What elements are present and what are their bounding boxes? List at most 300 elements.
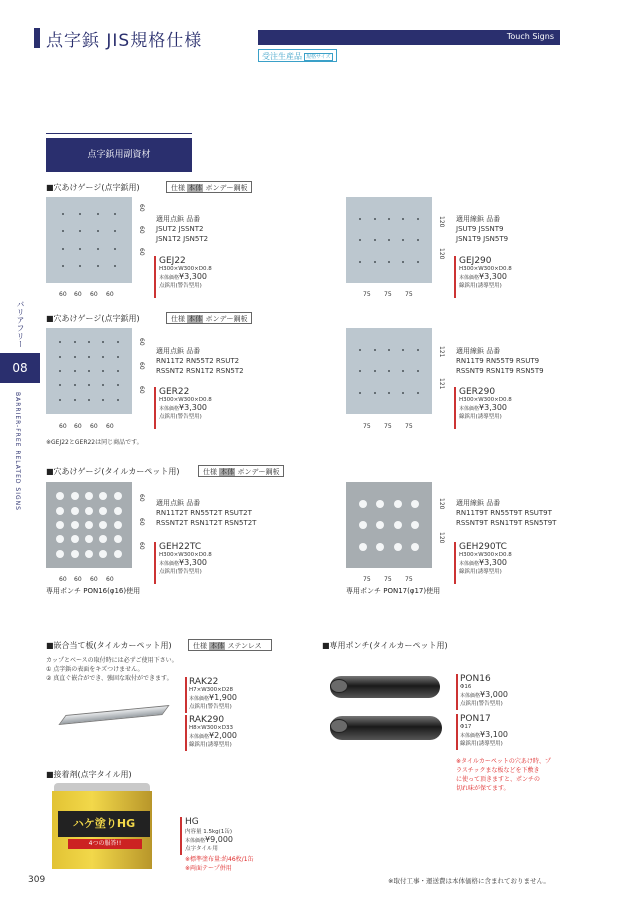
punch-heading: ■専用ポンチ(タイルカーペット用): [322, 641, 448, 650]
product-info: [459, 256, 512, 289]
product-price: [460, 730, 508, 739]
price-label: 本体価格: [459, 275, 480, 281]
apply-block: [156, 498, 256, 528]
gauge-dot: [388, 218, 390, 220]
gauge-dot: [97, 213, 99, 215]
product-price: [189, 731, 237, 740]
gauge-hole: [56, 521, 64, 529]
product-price: [459, 558, 512, 567]
spec-prefix: 仕様: [171, 184, 185, 192]
price-value: ¥2,000: [209, 731, 238, 740]
dim-v: 121: [438, 346, 445, 358]
spec-material: ボンデー鋼板: [205, 315, 248, 323]
gauge-hole: [411, 521, 419, 529]
product-price: [185, 835, 233, 844]
punch-tip: [330, 719, 348, 733]
product-size: H300×W300×D0.8: [459, 266, 512, 272]
punch-warning-line: 切れ味が保てます。: [456, 785, 510, 792]
product-info: [459, 387, 512, 420]
row3-spec-box: [198, 465, 284, 477]
gauge-hole: [56, 550, 64, 558]
dim-h: 75: [363, 291, 371, 298]
gauge-hole: [394, 543, 402, 551]
gauge-dot: [102, 384, 104, 386]
product-size: H300×W300×D0.8: [459, 397, 512, 403]
gauge-dot: [402, 392, 404, 394]
gauge-panel-gej22: [46, 197, 132, 283]
hasami-spec-box: [188, 639, 272, 651]
gauge-hole: [99, 535, 107, 543]
dim-h: 75: [363, 576, 371, 583]
gauge-panel-ger290: [346, 328, 432, 414]
apply-line: JSN1T9 JSN5T9: [456, 235, 509, 243]
dim-v: 60: [138, 386, 145, 394]
product-info: [185, 817, 233, 852]
product-code: GER22: [159, 387, 190, 397]
gauge-dot: [402, 370, 404, 372]
gauge-dot: [114, 213, 116, 215]
product-info: [159, 387, 212, 420]
side-tab-english: BARRIER-FREE RELATED SIGNS: [14, 392, 21, 511]
product-bar: [185, 715, 187, 751]
gauge-hole: [71, 492, 79, 500]
gauge-hole: [71, 521, 79, 529]
spec-prefix: 仕様: [203, 468, 217, 476]
apply-line: JSUT9 JSSNT9: [456, 225, 504, 233]
gauge-dot: [102, 356, 104, 358]
hasami-heading: ■嵌合当て板(タイルカーペット用): [46, 641, 172, 650]
row2-spec-box: [166, 312, 252, 324]
row3-heading: ■穴あけゲージ(タイルカーペット用): [46, 467, 180, 476]
product-code: GEJ290: [459, 256, 492, 266]
spec-material: ボンデー鋼板: [237, 468, 280, 476]
apply-block: [456, 346, 544, 376]
footer-note: ※取付工事・運送費は本体価格に含まれておりません。: [388, 877, 550, 885]
product-code: PON16: [460, 674, 491, 684]
gauge-dot: [388, 392, 390, 394]
adhesive-notes: [185, 855, 254, 873]
dim-v: 60: [138, 204, 145, 212]
apply-block: [156, 214, 208, 244]
price-label: 本体価格: [189, 696, 210, 702]
product-sub: 点鋲用(警告型用): [159, 414, 202, 420]
gauge-dot: [117, 356, 119, 358]
apply-title: 適用点鋲 品番: [156, 215, 201, 223]
gauge-hole: [99, 492, 107, 500]
can-label: ハケ塗りHG: [58, 811, 150, 837]
dim-v: 60: [138, 248, 145, 256]
product-price: [459, 403, 512, 412]
apply-block: [456, 498, 556, 528]
product-info: [460, 714, 508, 747]
dim-h: 60: [59, 576, 67, 583]
product-info: [460, 674, 508, 707]
gauge-hole: [56, 492, 64, 500]
page-title: 点字鋲 JIS規格仕様: [46, 31, 203, 51]
gauge-dot: [359, 261, 361, 263]
gauge-hole: [56, 507, 64, 515]
can-sublabel: 4つの服答!!: [68, 839, 142, 849]
product-bar: [154, 256, 156, 298]
product-size: Φ16: [460, 684, 472, 690]
product-price: [159, 558, 212, 567]
product-code: HG: [185, 817, 199, 827]
product-sub: 点鋲用(警告型用): [460, 701, 503, 707]
gauge-hole: [99, 507, 107, 515]
adhesive-note: ※両面テープ併用: [185, 865, 232, 872]
gauge-dot: [74, 384, 76, 386]
dim-v: 120: [438, 498, 445, 510]
row1-heading: ■穴あけゲージ(点字鋲用): [46, 183, 140, 192]
gauge-dot: [359, 349, 361, 351]
dim-v: 60: [138, 542, 145, 550]
gauge-hole: [359, 521, 367, 529]
price-label: 本体価格: [460, 693, 481, 699]
category-bar: Touch Signs: [258, 30, 560, 45]
spec-highlight: 本体: [210, 642, 225, 650]
adhesive-can-image: [48, 783, 158, 871]
punch-pon17-image: [330, 716, 442, 740]
price-value: ¥3,300: [479, 272, 508, 281]
gauge-dot: [117, 384, 119, 386]
gauge-dot: [102, 341, 104, 343]
spec-prefix: 仕様: [193, 642, 207, 650]
gauge-dot: [59, 399, 61, 401]
price-label: 本体価格: [159, 561, 180, 567]
dim-h: 60: [90, 423, 98, 430]
product-size: Φ17: [460, 724, 472, 730]
price-label: 本体価格: [189, 734, 210, 740]
product-sub: 線鋲用(誘導型用): [459, 283, 502, 289]
punch-tip: [330, 679, 348, 693]
price-label: 本体価格: [159, 406, 180, 412]
product-bar: [456, 714, 458, 750]
product-sub: 点鋲用(警告型用): [189, 704, 232, 710]
gauge-dot: [62, 230, 64, 232]
apply-line: RSSNT2 RSN1T2 RSN5T2: [156, 367, 244, 375]
gauge-dot: [374, 349, 376, 351]
gauge-hole: [411, 500, 419, 508]
gauge-dot: [359, 392, 361, 394]
product-code: GEH22TC: [159, 542, 202, 552]
can-body: [52, 791, 152, 869]
spec-highlight: 本体: [188, 315, 203, 323]
row2-note: ※GEJ22とGER22は同じ商品です。: [46, 439, 143, 446]
product-bar: [154, 387, 156, 429]
product-bar: [180, 817, 182, 855]
price-value: ¥3,000: [480, 690, 509, 699]
dim-h: 60: [90, 576, 98, 583]
gauge-dot: [359, 218, 361, 220]
product-size: H300×W300×D0.8: [159, 397, 212, 403]
product-code: GEH290TC: [459, 542, 507, 552]
dim-v: 60: [138, 518, 145, 526]
dim-h: 60: [74, 423, 82, 430]
gauge-dot: [114, 230, 116, 232]
gauge-panel-geh22tc: [46, 482, 132, 568]
punch-warning-line: ※タイルカーペットの穴あけ時、プ: [456, 758, 551, 765]
gauge-dot: [97, 265, 99, 267]
gauge-dot: [117, 399, 119, 401]
apply-title: 適用点鋲 品番: [156, 499, 201, 507]
product-price: [460, 690, 508, 699]
product-info: [159, 542, 212, 575]
price-value: ¥9,000: [205, 835, 234, 844]
price-label: 本体価格: [459, 406, 480, 412]
dim-h: 75: [384, 423, 392, 430]
apply-line: JSUT2 JSSNT2: [156, 225, 204, 233]
gauge-dot: [74, 341, 76, 343]
gauge-dot: [62, 213, 64, 215]
gauge-dot: [88, 370, 90, 372]
dim-v: 60: [138, 226, 145, 234]
dim-h: 60: [74, 291, 82, 298]
gauge-dot: [79, 248, 81, 250]
dim-h: 60: [106, 423, 114, 430]
product-price: [159, 272, 212, 281]
gauge-dot: [388, 349, 390, 351]
gauge-dot: [88, 399, 90, 401]
dim-h: 60: [74, 576, 82, 583]
price-label: 本体価格: [459, 561, 480, 567]
gauge-dot: [88, 341, 90, 343]
side-tab-category: バリアフリー: [16, 300, 25, 348]
product-sub: 線鋲用(誘導型用): [459, 414, 502, 420]
dim-v: 60: [138, 338, 145, 346]
price-label: 本体価格: [460, 733, 481, 739]
title-accent-bar: [34, 28, 40, 48]
product-bar: [154, 542, 156, 584]
dim-h: 75: [405, 576, 413, 583]
gauge-dot: [417, 392, 419, 394]
dim-v: 121: [438, 378, 445, 390]
dim-v: 120: [438, 216, 445, 228]
gauge-dot: [374, 239, 376, 241]
dim-h: 60: [59, 291, 67, 298]
gauge-dot: [388, 261, 390, 263]
product-info: [459, 542, 512, 575]
gauge-dot: [417, 261, 419, 263]
side-tab-number: 08: [0, 353, 40, 383]
product-sub: 点字タイル用: [185, 846, 218, 852]
dim-h: 75: [363, 423, 371, 430]
gauge-dot: [417, 239, 419, 241]
dim-h: 60: [106, 576, 114, 583]
price-value: ¥1,900: [209, 693, 238, 702]
product-size: H8×W300×D33: [189, 725, 234, 731]
product-sub: 線鋲用(誘導型用): [460, 741, 503, 747]
punch-usage: 専用ポンチ PON16(φ16)使用: [46, 587, 141, 595]
row2-heading: ■穴あけゲージ(点字鋲用): [46, 314, 140, 323]
apply-line: JSN1T2 JSN5T2: [156, 235, 209, 243]
gauge-hole: [99, 550, 107, 558]
gauge-dot: [374, 392, 376, 394]
adhesive-heading: ■接着剤(点字タイル用): [46, 770, 132, 779]
spec-material: ボンデー鋼板: [205, 184, 248, 192]
product-size: H300×W300×D0.8: [159, 552, 212, 558]
row1-spec-box: [166, 181, 252, 193]
gauge-dot: [388, 239, 390, 241]
gauge-dot: [359, 239, 361, 241]
dim-h: 60: [106, 291, 114, 298]
gauge-dot: [359, 370, 361, 372]
dim-v: 60: [138, 362, 145, 370]
made-to-order-label: 受注生産品: [262, 52, 302, 61]
hasami-note: ① 点字鋲の表面をキズつけません。: [46, 666, 144, 673]
spec-material: ステンレス: [227, 642, 262, 650]
price-value: ¥3,300: [179, 403, 208, 412]
price-value: ¥3,300: [179, 272, 208, 281]
gauge-panel-gej290: [346, 197, 432, 283]
punch-warning-line: に使って頂きますと、ポンチの: [456, 776, 541, 783]
gauge-dot: [97, 248, 99, 250]
price-value: ¥3,100: [480, 730, 509, 739]
product-bar: [456, 674, 458, 710]
apply-line: RN11T9T RN55T9T RSUT9T: [456, 509, 552, 517]
product-size: H300×W300×D0.8: [459, 552, 512, 558]
gauge-hole: [114, 550, 122, 558]
apply-line: RN11T9 RN55T9 RSUT9: [456, 357, 540, 365]
gauge-dot: [88, 384, 90, 386]
gauge-dot: [79, 230, 81, 232]
apply-title: 適用線鋲 品番: [456, 215, 501, 223]
gauge-dot: [97, 230, 99, 232]
gauge-hole: [85, 550, 93, 558]
gauge-hole: [71, 535, 79, 543]
product-sub: 線鋲用(誘導型用): [189, 742, 232, 748]
apply-block: [456, 214, 508, 244]
hasami-note: カップとベースの取付時には必ずご使用下さい。: [46, 657, 178, 664]
dim-h: 75: [384, 576, 392, 583]
apply-line: RN11T2T RN55T2T RSUT2T: [156, 509, 252, 517]
apply-title: 適用線鋲 品番: [456, 499, 501, 507]
gauge-dot: [59, 356, 61, 358]
product-sub: 点鋲用(警告型用): [159, 569, 202, 575]
standard-size-badge: 規格サイズ: [306, 54, 331, 60]
gauge-dot: [114, 265, 116, 267]
dim-h: 75: [405, 291, 413, 298]
punch-warning: [456, 757, 551, 793]
gauge-dot: [402, 239, 404, 241]
gauge-hole: [376, 521, 384, 529]
gauge-hole: [56, 535, 64, 543]
gauge-dot: [74, 370, 76, 372]
made-to-order-badge: [258, 49, 337, 62]
gauge-dot: [402, 349, 404, 351]
product-size: 内容量 1.5kg(1缶): [185, 829, 232, 835]
dim-v: 60: [138, 494, 145, 502]
product-info: [189, 715, 237, 748]
adhesive-note: ※標準塗布量:約46枚/1缶: [185, 856, 254, 863]
product-price: [459, 272, 512, 281]
punch-warning-line: ラスチックまな板などを下敷き: [456, 767, 540, 774]
gauge-hole: [114, 535, 122, 543]
product-code: PON17: [460, 714, 491, 724]
apply-line: RSSNT9T RSN1T9T RSN5T9T: [456, 519, 557, 527]
price-value: ¥3,300: [179, 558, 208, 567]
gauge-dot: [102, 399, 104, 401]
spec-prefix: 仕様: [171, 315, 185, 323]
apply-title: 適用線鋲 品番: [456, 347, 501, 355]
dim-h: 75: [405, 423, 413, 430]
gauge-dot: [59, 384, 61, 386]
product-info: [159, 256, 212, 289]
apply-block: [156, 346, 244, 376]
gauge-dot: [74, 356, 76, 358]
spec-highlight: 本体: [188, 184, 203, 192]
gauge-dot: [402, 218, 404, 220]
product-code: GER290: [459, 387, 496, 397]
gauge-hole: [114, 507, 122, 515]
gauge-hole: [359, 543, 367, 551]
product-info: [189, 677, 237, 710]
gauge-hole: [359, 500, 367, 508]
gauge-dot: [402, 261, 404, 263]
gauge-dot: [79, 265, 81, 267]
gauge-hole: [85, 492, 93, 500]
apply-line: RSSNT9 RSN1T9 RSN5T9: [456, 367, 544, 375]
product-size: H7×W300×D28: [189, 687, 234, 693]
gauge-panel-ger22: [46, 328, 132, 414]
gauge-dot: [79, 213, 81, 215]
gauge-hole: [85, 507, 93, 515]
banner-rule: [46, 133, 192, 134]
price-label: 本体価格: [159, 275, 180, 281]
gauge-hole: [411, 543, 419, 551]
gauge-hole: [394, 500, 402, 508]
dim-v: 120: [438, 532, 445, 544]
product-price: [189, 693, 237, 702]
gauge-dot: [417, 349, 419, 351]
apply-title: 適用点鋲 品番: [156, 347, 201, 355]
gauge-hole: [394, 521, 402, 529]
price-value: ¥3,300: [479, 403, 508, 412]
dim-v: 120: [438, 248, 445, 260]
gauge-dot: [417, 370, 419, 372]
gauge-dot: [62, 248, 64, 250]
gauge-dot: [114, 248, 116, 250]
gauge-dot: [117, 341, 119, 343]
gauge-dot: [59, 370, 61, 372]
gauge-panel-geh290tc: [346, 482, 432, 568]
gauge-hole: [114, 521, 122, 529]
gauge-dot: [374, 218, 376, 220]
gauge-hole: [376, 500, 384, 508]
gauge-dot: [59, 341, 61, 343]
dim-h: 75: [384, 291, 392, 298]
gauge-dot: [102, 370, 104, 372]
gauge-hole: [85, 521, 93, 529]
dim-h: 60: [90, 291, 98, 298]
product-bar: [454, 387, 456, 429]
gauge-hole: [376, 543, 384, 551]
product-bar: [454, 256, 456, 298]
product-code: RAK290: [189, 715, 225, 725]
price-label: 本体価格: [185, 838, 206, 844]
product-size: H300×W300×D0.8: [159, 266, 212, 272]
gauge-hole: [99, 521, 107, 529]
gauge-dot: [117, 370, 119, 372]
product-code: GEJ22: [159, 256, 186, 266]
product-sub: 点鋲用(警告型用): [159, 283, 202, 289]
apply-line: RN11T2 RN55T2 RSUT2: [156, 357, 240, 365]
gauge-hole: [71, 550, 79, 558]
hasami-note: ② 真直ぐ嵌合ができ、強固な取付ができます。: [46, 675, 173, 682]
gauge-dot: [374, 370, 376, 372]
gauge-dot: [374, 261, 376, 263]
product-code: RAK22: [189, 677, 219, 687]
gauge-dot: [388, 370, 390, 372]
